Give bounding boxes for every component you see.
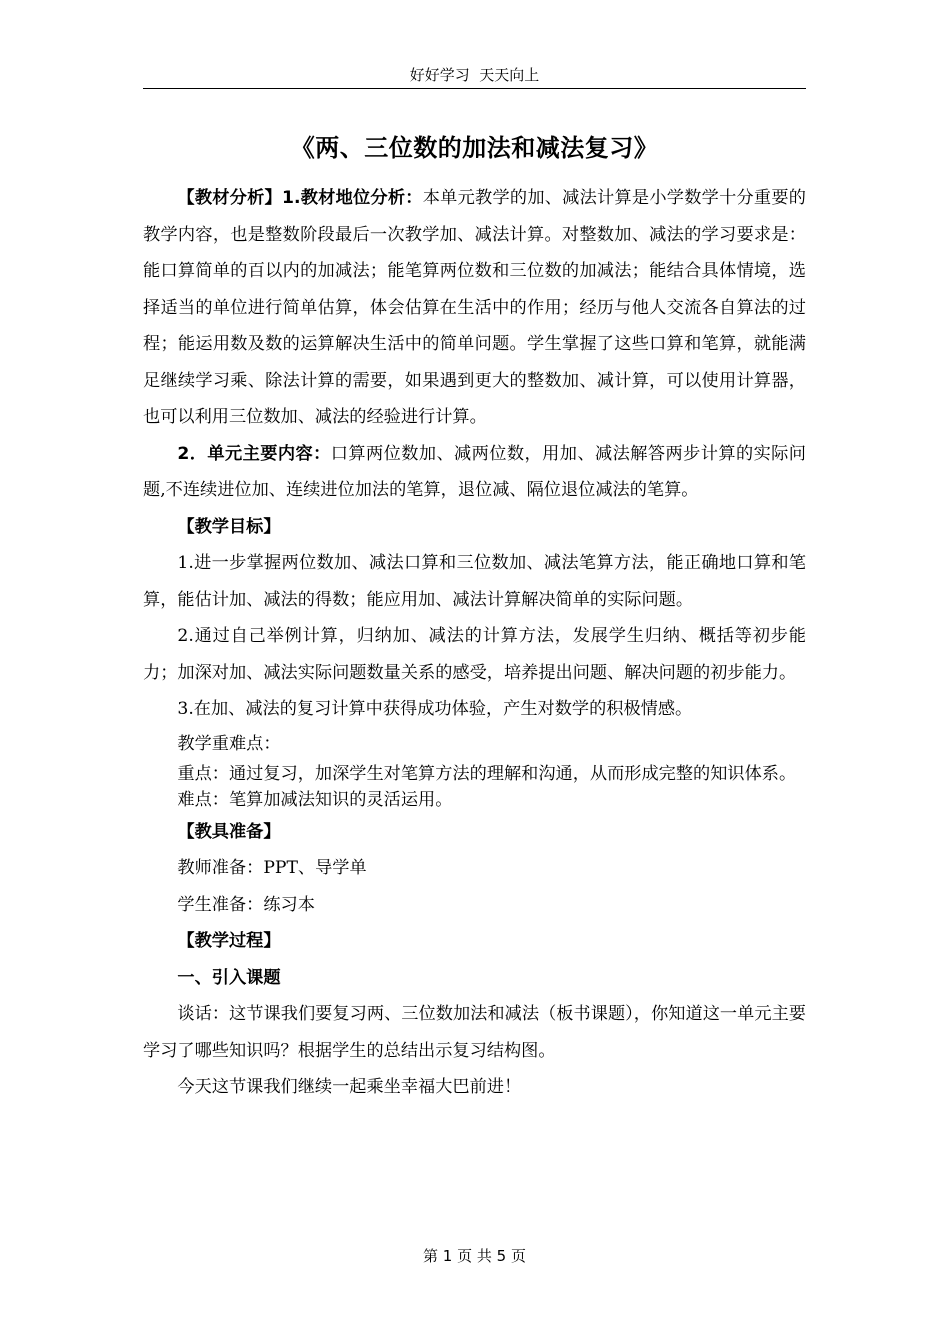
key-points-label: 教学重难点：	[177, 733, 281, 754]
header-text: 好好学习 天天向上	[409, 66, 540, 84]
page-footer: 第 1 页 共 5 页	[423, 1247, 526, 1265]
process-paragraph-1: 谈话：这节课我们要复习两、三位数加法和减法（板书课题），你知道这一单元主要学习了哪些知识吗？根据学生的总结出示复习结构图。	[143, 1004, 806, 1061]
teacher-materials: 教师准备：PPT、导学单	[177, 858, 367, 878]
process-paragraph-2: 今天这节课我们继续一起乘坐幸福大巴前进！	[177, 1077, 522, 1097]
goal-item-3: 3.在加、减法的复习计算中获得成功体验，产生对数学的积极情感。	[177, 699, 693, 719]
analysis-paragraph	[143, 180, 806, 436]
main-content-paragraph	[143, 436, 806, 509]
goal-item-1: 1.进一步掌握两位数加、减法口算和三位数加、减法笔算方法，能正确地口算和笔算，能估计加、减法的得数；能应用加、减法计算解决简单的实际问题。	[143, 553, 806, 610]
key-point: 重点：通过复习，加深学生对笔算方法的理解和沟通，从而形成完整的知识体系。	[177, 763, 797, 784]
main-content-heading: 2．单元主要内容：	[177, 443, 331, 464]
materials-heading: 【教具准备】	[177, 821, 281, 842]
process-heading: 【教学过程】	[177, 931, 281, 951]
document-title: 《两、三位数的加法和减法复习》	[290, 134, 659, 162]
student-materials: 学生准备：练习本	[177, 894, 315, 915]
analysis-heading: 【教材分析】1.教材地位分析：	[177, 188, 423, 208]
difficulty-point: 难点：笔算加减法知识的灵活运用。	[177, 789, 453, 810]
document-body	[143, 180, 806, 1106]
goals-heading: 【教学目标】	[177, 516, 281, 537]
main-content-text: 口算两位数加、减两位数，用加、减法解答两步计算的实际问题,不连续进位加、连续进位加法的笔算，退位减、隔位退位减法的笔算。	[143, 443, 806, 500]
page-header	[143, 62, 806, 89]
section-1-heading: 一、引入课题	[177, 967, 281, 988]
goal-item-2: 2.通过自己举例计算，归纳加、减法的计算方法，发展学生归纳、概括等初步能力；加深对加、减法实际问题数量关系的感受，培养提出问题、解决问题的初步能力。	[143, 626, 806, 683]
analysis-text: 本单元教学的加、减法计算是小学数学十分重要的教学内容，也是整数阶段最后一次教学加、减法计算。对整数加、减法的学习要求是：能口算简单的百以内的加减法；能笔算两位数和三位数的加减法；能结合具体情境，选择适当的单位进行简单估算，体会估算在生活中的作用；经历与他人交流各自算法的过程；能运用数及数的运算解决生活中的简单问题。学生掌握了这些口算和笔算，就能满足继续学习乘、除法计算的需要，如果遇到更大的整数加、减计算，可以使用计算器，也可以利用三位数加、减法的经验进行计算。	[143, 188, 806, 427]
